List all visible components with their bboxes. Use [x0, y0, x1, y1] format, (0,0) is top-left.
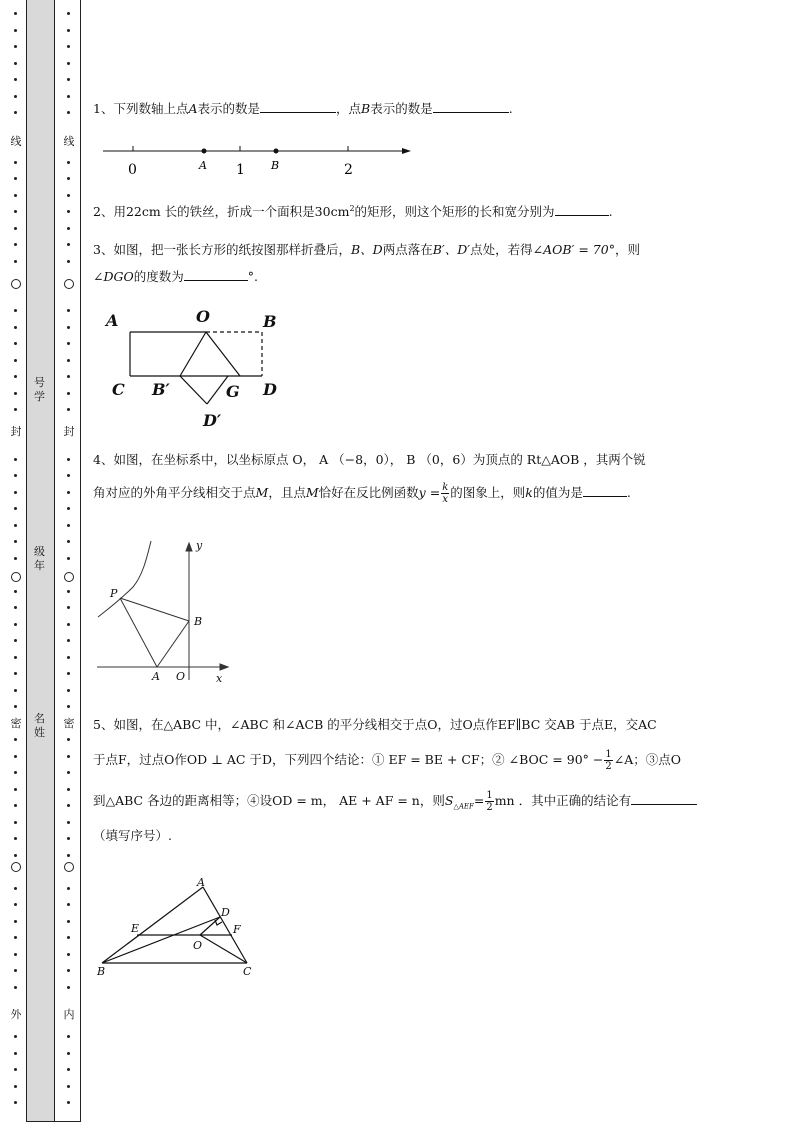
margin-dot — [14, 326, 17, 329]
margin-dot — [67, 705, 70, 708]
fig5-label-e: E — [131, 922, 140, 935]
margin-dot — [67, 821, 70, 824]
fig3-label-o: O — [196, 307, 210, 326]
margin-dot — [67, 62, 70, 65]
margin-dot — [67, 45, 70, 48]
margin-dot — [14, 524, 17, 527]
outer-margin-char: 线 — [10, 135, 22, 148]
margin-dot — [14, 672, 17, 675]
margin-dot — [67, 639, 70, 642]
margin-dot — [67, 95, 70, 98]
margin-dot — [14, 969, 17, 972]
margin-dot — [14, 887, 17, 890]
margin-dot — [67, 227, 70, 230]
margin-dot — [67, 1068, 70, 1071]
margin-dot — [14, 656, 17, 659]
margin-dot — [14, 755, 17, 758]
margin-dot — [14, 1085, 17, 1088]
margin-dot — [14, 540, 17, 543]
margin-dot — [67, 837, 70, 840]
margin-dot — [67, 326, 70, 329]
margin-dot — [14, 771, 17, 774]
question-4-line-1: 4、如图，在坐标系中，以坐标原点 O， A （−8，0）， B （0，6）为顶点的 Rt△AOB ，其两个锐 — [93, 452, 646, 467]
margin-circle — [64, 862, 74, 872]
fig4-label-x: x — [216, 672, 223, 685]
folded-rectangle-figure — [100, 300, 290, 435]
margin-dot — [14, 359, 17, 362]
margin-dot — [67, 111, 70, 114]
margin-dot — [67, 491, 70, 494]
margin-dot — [14, 194, 17, 197]
margin-dot — [67, 177, 70, 180]
inner-margin-char: 封 — [63, 425, 75, 438]
fig4-label-p: P — [110, 587, 118, 600]
margin-dot — [67, 804, 70, 807]
margin-dot — [14, 491, 17, 494]
margin-dot — [67, 854, 70, 857]
fig5-label-c: C — [243, 965, 252, 978]
fig3-label-b: B — [263, 312, 277, 331]
margin-dot — [67, 210, 70, 213]
margin-dot — [14, 12, 17, 15]
inner-margin-char: 内 — [63, 1008, 75, 1021]
fig4-label-b: B — [194, 615, 203, 628]
fraction-k-over-x: $\frac{k}{x}$ — [442, 482, 449, 505]
margin-dot — [14, 507, 17, 510]
number-line-figure — [100, 138, 415, 180]
margin-dot — [14, 309, 17, 312]
fig3-label-d: D — [263, 380, 277, 399]
fraction-one-half-a: $\frac{1}{2}$ — [605, 749, 612, 772]
margin-circle — [11, 572, 21, 582]
margin-dot — [14, 936, 17, 939]
margin-dot — [67, 12, 70, 15]
margin-dot — [67, 474, 70, 477]
margin-dot — [67, 755, 70, 758]
margin-dot — [67, 540, 70, 543]
margin-dot — [14, 689, 17, 692]
margin-dot — [67, 1101, 70, 1104]
margin-circle — [11, 279, 21, 289]
margin-dot — [14, 1068, 17, 1071]
margin-dot — [14, 29, 17, 32]
margin-dot — [67, 590, 70, 593]
margin-dot — [14, 590, 17, 593]
margin-dot — [67, 953, 70, 956]
fig5-label-a: A — [197, 876, 205, 889]
margin-dot — [67, 524, 70, 527]
margin-dot — [14, 458, 17, 461]
margin-dot — [67, 903, 70, 906]
outer-margin-char: 密 — [10, 717, 22, 730]
margin-dot — [14, 705, 17, 708]
margin-dot — [67, 194, 70, 197]
margin-dot — [67, 606, 70, 609]
margin-circle — [64, 279, 74, 289]
margin-dot — [67, 392, 70, 395]
margin-dot — [67, 936, 70, 939]
tick-label-b: B — [271, 159, 280, 172]
point-a — [202, 149, 207, 154]
margin-dot — [67, 29, 70, 32]
margin-dot — [67, 656, 70, 659]
margin-dot — [14, 821, 17, 824]
fig4-label-a: A — [152, 670, 160, 683]
outer-dot-column — [10, 0, 22, 1123]
margin-dot — [67, 342, 70, 345]
margin-dot — [67, 1052, 70, 1055]
margin-dot — [14, 95, 17, 98]
margin-dot — [14, 623, 17, 626]
margin-dot — [67, 623, 70, 626]
margin-dot — [14, 738, 17, 741]
margin-dot — [14, 788, 17, 791]
outer-margin-char: 外 — [10, 1008, 22, 1021]
margin-dot — [14, 920, 17, 923]
margin-dot — [14, 837, 17, 840]
margin-dot — [14, 45, 17, 48]
question-3-line-2: ∠DGO的度数为 °. — [93, 269, 258, 284]
margin-dot — [14, 953, 17, 956]
margin-dot — [67, 738, 70, 741]
margin-dot — [14, 557, 17, 560]
fig5-label-o: O — [193, 939, 203, 952]
margin-dot — [67, 1035, 70, 1038]
label-student-number: 号 学 — [34, 376, 45, 403]
inner-dot-column — [63, 0, 75, 1123]
margin-dot — [14, 408, 17, 411]
margin-dot — [67, 557, 70, 560]
binding-line — [80, 0, 81, 1122]
margin-dot — [14, 606, 17, 609]
margin-dot — [14, 375, 17, 378]
margin-dot — [67, 1085, 70, 1088]
margin-dot — [67, 771, 70, 774]
fig5-label-b: B — [97, 965, 106, 978]
margin-dot — [67, 359, 70, 362]
margin-dot — [67, 788, 70, 791]
margin-dot — [67, 161, 70, 164]
label-name: 名 姓 — [34, 712, 45, 739]
fig5-label-f: F — [233, 923, 241, 936]
margin-dot — [14, 639, 17, 642]
margin-dot — [14, 804, 17, 807]
fraction-one-half-b: $\frac{1}{2}$ — [486, 790, 493, 813]
margin-dot — [14, 260, 17, 263]
fig3-label-b-prime: B′ — [152, 380, 170, 399]
margin-dot — [14, 177, 17, 180]
fig4-label-y: y — [196, 539, 203, 552]
label-grade: 级 年 — [34, 545, 45, 572]
margin-dot — [14, 392, 17, 395]
question-1: 1、下列数轴上点A表示的数是 ，点B表示的数是 . — [93, 101, 513, 116]
margin-dot — [14, 1035, 17, 1038]
question-5-line-2: 于点F，过点O作OD ⊥ AC 于D，下列四个结论：① EF = BE + CF；② ∠BOC = 90° − $\frac{1}{2}$ ∠A；③点O — [93, 749, 681, 772]
question-4-line-2: 角对应的外角平分线相交于点M，且点M恰好在反比例函数y = $\frac{k}{x}$ 的图象上，则k的值为是 . — [93, 482, 631, 505]
margin-dot — [14, 342, 17, 345]
triangle-figure — [93, 873, 263, 981]
margin-dot — [67, 309, 70, 312]
tick-label-0: 0 — [128, 162, 137, 178]
question-3-line-1: 3、如图，把一张长方形的纸按图那样折叠后，B、D两点落在B′、D′点处，若得∠AOB′ = 70°，则 — [93, 242, 640, 257]
tick-label-1: 1 — [236, 162, 245, 178]
margin-dot — [67, 260, 70, 263]
fig3-label-c: C — [112, 380, 125, 399]
margin-dot — [67, 408, 70, 411]
margin-dot — [14, 1101, 17, 1104]
margin-dot — [67, 243, 70, 246]
outer-margin-char: 封 — [10, 425, 22, 438]
margin-dot — [67, 375, 70, 378]
tick-label-a: A — [199, 159, 207, 172]
question-5-line-3: 到△ABC 各边的距离相等；④设OD = m， AE + AF = n，则$S_{\triangle AEF}=$ $\frac{1}{2}$ mn ．其中正确的结论有 — [93, 790, 697, 817]
margin-dot — [14, 62, 17, 65]
margin-dot — [67, 689, 70, 692]
margin-dot — [67, 458, 70, 461]
margin-dot — [14, 243, 17, 246]
margin-dot — [67, 507, 70, 510]
margin-dot — [14, 161, 17, 164]
margin-dot — [14, 903, 17, 906]
margin-dot — [67, 969, 70, 972]
fig3-label-d-prime: D′ — [203, 411, 222, 430]
fig4-label-o: O — [176, 670, 186, 683]
margin-dot — [14, 474, 17, 477]
fig3-label-g: G — [226, 382, 240, 401]
coordinate-figure — [93, 535, 238, 685]
margin-dot — [67, 672, 70, 675]
margin-circle — [64, 572, 74, 582]
margin-dot — [67, 920, 70, 923]
margin-dot — [14, 986, 17, 989]
margin-dot — [14, 210, 17, 213]
question-2: 2、用22cm 长的铁丝，折成一个面积是$30cm^2$的矩形，则这个矩形的长和宽分别为 . — [93, 204, 613, 220]
inner-margin-char: 线 — [63, 135, 75, 148]
margin-circle — [11, 862, 21, 872]
margin-dot — [14, 854, 17, 857]
question-5-line-4: （填写序号）. — [93, 828, 172, 843]
tick-label-2: 2 — [344, 162, 353, 178]
margin-dot — [14, 111, 17, 114]
margin-dot — [14, 227, 17, 230]
inner-margin-char: 密 — [63, 717, 75, 730]
fig5-label-d: D — [221, 906, 230, 919]
margin-dot — [67, 887, 70, 890]
fig3-label-a: A — [106, 311, 119, 330]
margin-dot — [14, 1052, 17, 1055]
margin-dot — [14, 78, 17, 81]
point-b — [274, 149, 279, 154]
margin-dot — [67, 78, 70, 81]
question-5-line-1: 5、如图，在△ABC 中，∠ABC 和∠ACB 的平分线相交于点O，过O点作EF∥BC 交AB 于点E，交AC — [93, 717, 657, 732]
margin-dot — [67, 986, 70, 989]
